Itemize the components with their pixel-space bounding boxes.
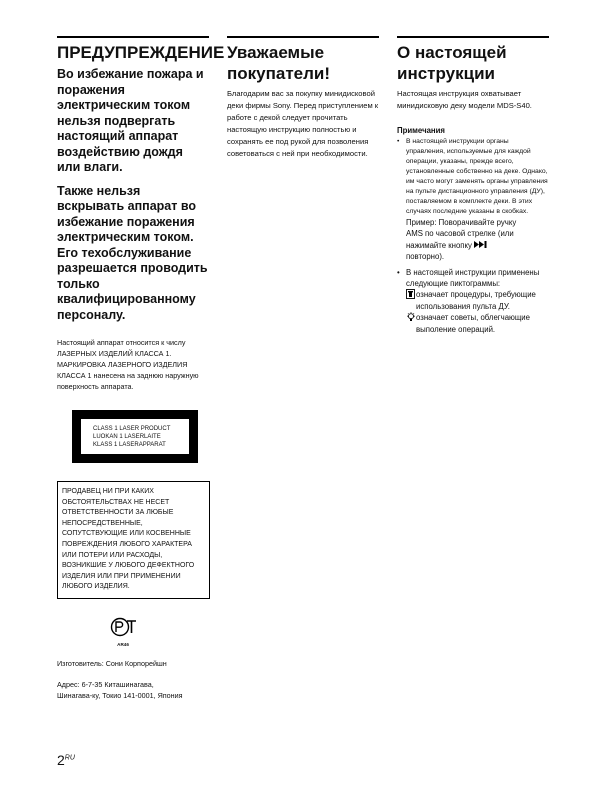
example-line: повторно). [406,252,445,262]
notes-heading: Примечания [397,126,445,135]
page-language-code: RU [64,754,75,762]
column-rule [57,36,209,38]
column-rule [227,36,379,38]
note-text: В настоящей инструкции органы управления, используемые для каждой операции, указаны, прежде всего, установленные собственно на деке. Однако, им часто могут заменять органы управления на пульте дистанционного управления (ДУ), поставляемом в комплекте деки. В этих случаях последние указаны в скобках. [406,138,548,215]
pct-certification-icon [107,617,139,637]
laser-label-line: LUOKAN 1 LASERLAITE [93,434,161,440]
laser-class-note: Настоящий аппарат относится к числу ЛАЗЕРНЫХ ИЗДЕЛИЙ КЛАССА 1. МАРКИРОВКА ЛАЗЕРНОГО ИЗДЕЛИЯ КЛАССА 1 нанесена на заднюю наружную поверхность аппарата. [57,338,199,391]
example-text [397,217,549,263]
customers-column [227,36,379,160]
warning-text-fire: Во избежание пожара и поражения электрическим током нельзя подвергать настоящий аппарат воздействию дождя или влаги. [57,67,204,174]
about-manual-column [397,36,549,335]
remote-control-icon [406,289,415,302]
icon-legend-remote [397,289,549,312]
column-rule [397,36,549,38]
customers-body: Благодарим вас за покупку минидисковой деки фирмы Sony. Перед приступлением к работе с декой следует прочитать настоящую инструкцию полностью и сохранять ее под рукой для позволения советоваться с ней при необходимости. [227,89,379,158]
example-line: Пример: Поворачивайте ручку [406,218,517,227]
list-item [397,267,549,290]
manufacturer-text: Изготовитель: Сони Корпорейшн [57,658,167,668]
list-item [397,137,549,217]
example-line-text: нажимайте кнопку [406,240,472,250]
example-line [406,240,549,251]
laser-product-label [72,410,198,463]
notes-list [397,137,549,217]
icon-legend-text: означает процедуры, требующие использования пульта ДУ. [416,290,536,311]
icon-legend-tip [397,312,549,335]
customers-heading: Уважаемые покупатели! [227,43,331,83]
note-text: В настоящей инструкции применены следующие пиктограммы: [406,267,540,289]
skip-forward-icon [474,241,487,248]
laser-label-line: CLASS 1 LASER PRODUCT [93,426,171,432]
page-number [57,752,75,768]
address-line: Адрес: 6-7-35 Киташинагава, [57,679,154,689]
address-line: Шинагава-ку, Токио 141-0001, Япония [57,690,183,700]
warning-column [57,36,225,701]
example-line: AMS по часовой стрелке (или [406,229,514,239]
warning-heading: ПРЕДУПРЕЖДЕНИЕ [57,43,225,62]
certification-mark [107,617,139,648]
page-number-value: 2 [57,752,65,768]
notes-list [397,267,549,290]
about-manual-intro: Настоящая инструкция охватывает минидисковую деку модели MDS-S40. [397,89,532,110]
about-manual-heading: О настоящей инструкции [397,43,507,83]
icon-legend-text: означает советы, облегчающие выполение операций. [416,313,531,334]
light-bulb-icon [406,312,416,325]
warning-text-service: Также нельзя вскрывать аппарат во избежание поражения электрическим током. Его техобслуживание разрешается проводить только квалифицированному персоналу. [57,183,208,322]
certification-code: AR46 [117,641,129,647]
laser-label-line: KLASS 1 LASERAPPARAT [93,442,166,448]
seller-disclaimer-box: ПРОДАВЕЦ НИ ПРИ КАКИХ ОБСТОЯТЕЛЬСТВАХ НЕ НЕСЕТ ОТВЕТСТВЕННОСТИ ЗА ЛЮБЫЕ НЕПОСРЕДСТВЕННЫЕ, СОПУТСТВУЮЩИЕ ИЛИ КОСВЕННЫЕ ПОВРЕЖДЕНИЯ ЛЮБОГО ХАРАКТЕРА ИЛИ ПОТЕРИ ИЛИ РАСХОДЫ, ВОЗНИКШИЕ У ЛЮБОГО ДЕФЕКТНОГО ИЗДЕЛИЯ ИЛИ ПРИ ПРИМЕНЕНИИ ЛЮБОГО ИЗДЕЛИЯ. [57,481,210,599]
